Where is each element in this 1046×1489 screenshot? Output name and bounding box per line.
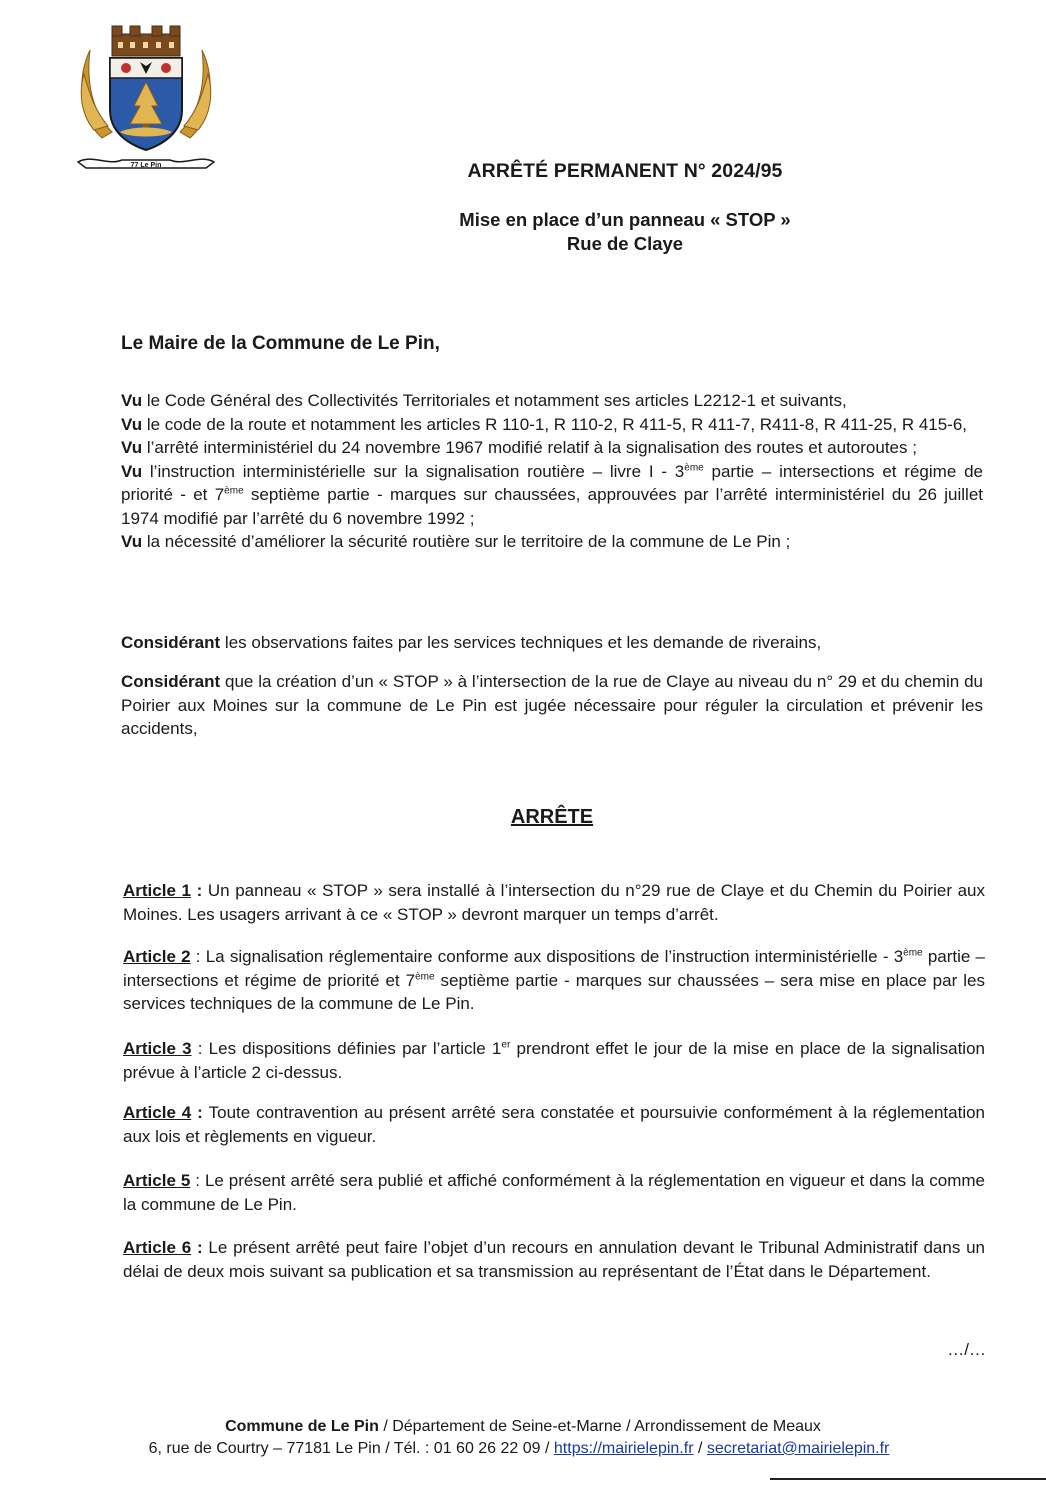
article-5: Article 5 : Le présent arrêté sera publié et affiché conformément à la réglementation en vigueur et dans la comme la commune de Le Pin. (123, 1171, 985, 1214)
subtitle-line-1: Mise en place d’un panneau « STOP » (459, 209, 791, 230)
visa-item: Vu l’arrêté interministériel du 24 novembre 1967 modifié relatif à la signalisation des routes et autoroutes ; (121, 438, 917, 457)
article-1: Article 1 : Un panneau « STOP » sera installé à l’intersection du n°29 rue de Claye et du Chemin du Poirier aux Moines. Les usagers arrivant à ce « STOP » devront marquer un temps d’arrêt. (123, 881, 986, 924)
decree-heading: ARRÊTE (510, 806, 594, 828)
document-subtitle (300, 208, 950, 256)
continued-marker: …/… (947, 1340, 986, 1359)
visa-item: Vu le code de la route et notamment les articles R 110-1, R 110-2, R 411-5, R 411-7, R411-8, R 411-25, R 415-6, (121, 414, 968, 434)
visas-section (121, 389, 983, 554)
document-title: ARRÊTÉ PERMANENT N° 2024/95 (467, 160, 783, 182)
subtitle-line-2: Rue de Claye (566, 233, 684, 254)
visa-item: Vu l’instruction interministérielle sur la signalisation routière – livre I - 3ème partie – intersections et régime de priorité - et 7ème septième partie - marques sur chaussées, approuvées par l’arrêté interministériel du 26 juillet 1974 modifié par l’arrêté du 6 novembre 1992 ; (121, 461, 983, 528)
considerant-item: Considérant les observations faites par les services techniques et les demande de riverains, (121, 633, 822, 652)
website-link[interactable]: https://mairielepin.fr (553, 1440, 694, 1457)
footer-address: 6, rue de Courtry – 77181 Le Pin / Tél. : 01 60 26 22 09 / (148, 1440, 554, 1457)
page-edge-divider (770, 1478, 1046, 1480)
footer-line-2: 6, rue de Courtry – 77181 Le Pin / Tél. : 01 60 26 22 09 / https://mairielepin.fr / secretariat@mairielepin.fr (148, 1440, 890, 1457)
article-3: Article 3 : Les dispositions définies par l’article 1er prendront effet le jour de la mise en place de la signalisation prévue à l’article 2 ci-dessus. (123, 1039, 985, 1082)
article-4: Article 4 : Toute contravention au présent arrêté sera constatée et poursuivie conformément à la réglementation aux lois et règlements en vigueur. (123, 1103, 985, 1146)
considerant-item: Considérant que la création d’un « STOP » à l’intersection de la rue de Claye au niveau du n° 29 et du chemin du Poirier aux Moines sur la commune de Le Pin est jugée nécessaire pour réguler la circulation et prévenir les accidents, (121, 672, 983, 738)
article-2: Article 2 : La signalisation réglementaire conforme aux dispositions de l’instruction interministérielle - 3ème partie – intersections et régime de priorité et 7ème septième partie - marques sur chaussées – sera mise en place par les services techniques de la commune de Le Pin. (123, 947, 985, 1013)
article-6: Article 6 : Le présent arrêté peut faire l’objet d’un recours en annulation devant le Tribunal Administratif dans un délai de deux mois suivant sa publication et sa transmission au représentant de l’État dans le Département. (123, 1238, 986, 1281)
email-link[interactable]: secretariat@mairielepin.fr (706, 1440, 890, 1457)
footer-line-1: Commune de Le Pin / Département de Seine-et-Marne / Arrondissement de Meaux (225, 1418, 821, 1435)
visa-item: Vu la nécessité d’améliorer la sécurité routière sur le territoire de la commune de Le Pin ; (121, 532, 791, 551)
issuing-authority: Le Maire de la Commune de Le Pin, (121, 333, 440, 354)
crest-motto: 77 Le Pin (130, 162, 162, 169)
visa-item: Vu le Code Général des Collectivités Territoriales et notamment ses articles L2212-1 et suivants, (121, 391, 847, 410)
municipal-crest-logo (72, 20, 220, 172)
